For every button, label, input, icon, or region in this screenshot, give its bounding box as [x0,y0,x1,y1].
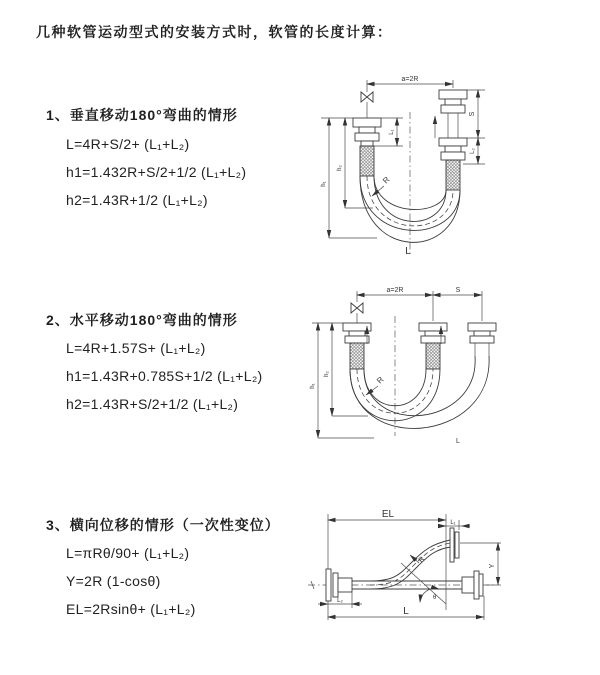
dim-label-a2r: a=2R [401,76,419,83]
formula-s1-h1: h1=1.432R+S/2+1/2 (L₁+L₂) [66,164,247,180]
right-pipe-lower-flange [439,138,467,160]
diagram-horizontal-180-bend [308,278,598,463]
formula-s3-l: L=πRθ/90+ (L₁+L₂) [66,545,190,561]
left-flange [326,569,352,601]
right-pipe-upper-flange [439,90,467,138]
upper-flange [450,528,459,562]
braided-hose-left [350,343,364,369]
dim-label-h2: h₂ [337,165,343,171]
valve-icon [361,92,373,118]
diagram-lateral-displacement [300,500,600,650]
formula-s3-el: EL=2Rsinθ+ (L₁+L₂) [66,601,196,617]
dim-label-r: R [375,375,386,386]
braided-hose-right [446,160,460,190]
braided-hose-left [360,146,374,176]
right-pipe-flange [468,323,496,356]
dimension-s [465,90,485,138]
dim-label-l: L [403,606,409,617]
braided-hose-middle [426,343,440,369]
section-1-heading: 1、垂直移动180°弯曲的情形 [46,107,238,123]
dim-label-s: S [455,287,461,294]
middle-pipe-flange [419,323,447,343]
dim-label-h1: h₁ [310,383,316,389]
formula-s1-h2: h2=1.43R+1/2 (L₁+L₂) [66,192,208,208]
dim-label-a2r: a=2R [386,287,404,294]
dim-label-theta: θ [433,595,437,601]
dim-label-r: R [381,175,392,186]
formula-s2-h1: h1=1.43R+0.785S+1/2 (L₁+L₂) [66,368,263,384]
dimension-l [328,596,484,620]
right-flange [462,571,483,599]
dim-label-s: S [469,111,476,117]
dim-label-l1: L₁ [450,520,456,526]
left-pipe-flange [353,118,381,146]
dim-label-h2: h₂ [324,371,330,377]
dim-label-l: L [456,438,460,445]
dimension-l2 [318,592,362,608]
dim-label-l1: L₁ [389,129,395,135]
page-title: 几种软管运动型式的安装方式时，软管的长度计算： [36,24,393,40]
dim-label-l: L [405,246,411,257]
dimension-el [328,509,446,569]
diagram-vertical-180-bend [315,66,595,261]
dim-label-y: Y [489,563,496,569]
dim-label-l2: L₂ [337,598,343,604]
hose-u-curves [350,356,489,428]
formula-s3-y: Y=2R (1-cosθ) [66,573,161,589]
valve-icon [351,303,363,323]
section-2-heading: 2、水平移动180°弯曲的情形 [46,312,238,328]
dim-label-el: EL [381,509,395,520]
dim-label-l2: L₂ [470,148,476,154]
dim-label-h1: h₁ [321,181,327,187]
formula-s2-l: L=4R+1.57S+ (L₁+L₂) [66,340,206,356]
dim-label-r: R [417,555,427,565]
dimension-s [433,287,482,295]
hose-s-curve [370,540,451,589]
dimension-a2r [357,287,482,321]
formula-s2-h2: h2=1.43R+S/2+1/2 (L₁+L₂) [66,396,239,412]
formula-s1-l: L=4R+S/2+ (L₁+L₂) [66,136,190,152]
section-3-heading: 3、横向位移的情形（一次性变位） [46,517,280,533]
